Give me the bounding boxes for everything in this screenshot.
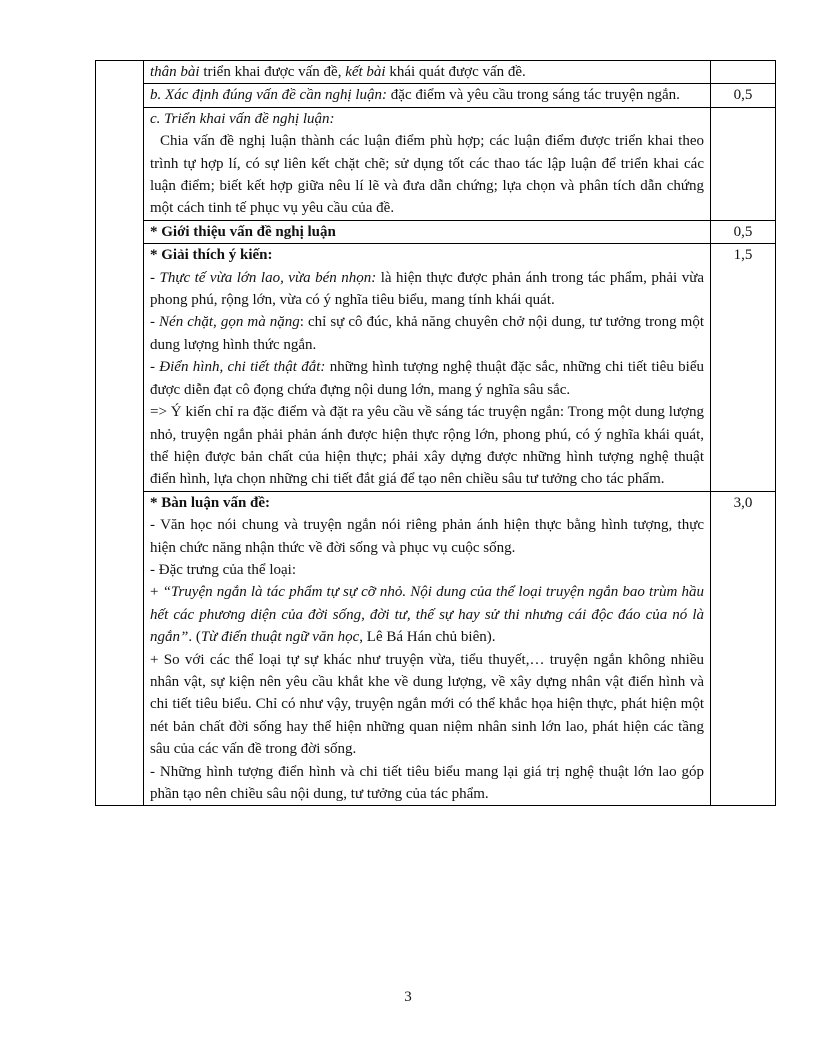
table-row	[96, 244, 776, 491]
requirement-cell	[144, 491, 711, 806]
explanation-item: - Nén chặt, gọn mà nặng: chỉ sự cô đúc, khả năng chuyên chở nội dung, tư tưởng trong một dung lượng hình thức ngắn.	[150, 314, 704, 353]
requirement-cell: thân bài triển khai được vấn đề, kết bài khái quát được vấn đề.	[144, 61, 711, 84]
score-cell: 0,5	[711, 220, 776, 243]
section-heading: * Bàn luận vấn đề:	[150, 494, 271, 511]
table-row	[96, 84, 776, 107]
body-label: thân bài	[150, 64, 200, 80]
requirement-cell	[144, 107, 711, 220]
table-row	[96, 61, 776, 84]
requirement-cell	[144, 244, 711, 491]
criterion-label: b. Xác định đúng vấn đề cần nghị luận:	[150, 87, 388, 104]
discussion-paragraph: + So với các thể loại tự sự khác như truyện vừa, tiểu thuyết,… truyện ngắn không nhiều nhân vật, sự kiện nên yêu cầu khắt khe về dung lượng, về xây dựng nhân vật điển hình và chi tiết tiêu biểu. Chỉ có như vậy, truyện ngắn mới có thể khắc họa hiện thực, phát hiện một nét bản chất đời sống hay thể hiện những quan niệm nhân sinh lớn lao, phát hiện các tầng sâu của các vấn đề trong đời sống.	[150, 651, 704, 758]
requirement-cell	[144, 220, 711, 243]
explanation-conclusion: => Ý kiến chỉ ra đặc điểm và đặt ra yêu cầu về sáng tác truyện ngắn: Trong một dung lượng nhỏ, truyện ngắn phải phản ánh được hiện thực rộng lớn, phong phú, có ý nghĩa khái quát, thể hiện được bản chất của hiện thực; phải xây dựng được những hình tượng nghệ thuật điển hình, lựa chọn những chi tiết đắt giá để tạo nên chiều sâu tư tưởng cho tác phẩm.	[150, 404, 704, 488]
score-cell	[711, 107, 776, 220]
requirement-cell: b. Xác định đúng vấn đề cần nghị luận: đặc điểm và yêu cầu trong sáng tác truyện ngắn.	[144, 84, 711, 107]
grading-table	[95, 60, 776, 806]
discussion-paragraph: - Văn học nói chung và truyện ngắn nói riêng phản ánh hiện thực bằng hình tượng, thực hiện chức năng nhận thức về đời sống và phục vụ cuộc sống.	[150, 517, 704, 556]
empty-cell	[96, 61, 144, 806]
explanation-item: - Thực tế vừa lớn lao, vừa bén nhọn: là hiện thực được phản ánh trong tác phẩm, phải vừa phong phú, rộng lớn, vừa có ý nghĩa tiêu biểu, mang tính khái quát.	[150, 269, 704, 309]
score-cell: 3,0	[711, 491, 776, 806]
conclusion-label: kết bài	[345, 64, 386, 80]
discussion-paragraph: - Những hình tượng điển hình và chi tiết tiêu biểu mang lại giá trị nghệ thuật lớn lao góp phần tạo nên chiều sâu nội dung, tư tưởng của tác phẩm.	[150, 763, 704, 802]
score-cell: 0,5	[711, 84, 776, 107]
criterion-label: c. Triển khai vấn đề nghị luận:	[150, 110, 335, 127]
discussion-quote: + “Truyện ngắn là tác phẩm tự sự cỡ nhỏ. Nội dung của thể loại truyện ngắn bao trùm hầu hết các phương diện của đời sống, đời tư, thế sự hay sử thi nhưng cái độc đáo của nó là ngắn”. (Từ điển thuật ngữ văn học, Lê Bá Hán chủ biên).	[150, 584, 705, 646]
page-number: 3	[404, 989, 412, 1005]
table-row	[96, 491, 776, 806]
explanation-item: - Điển hình, chi tiết thật đắt: những hình tượng nghệ thuật đặc sắc, những chi tiết tiêu biểu được diễn đạt cô đọng chứa đựng nội dung lớn, mang ý nghĩa sâu sắc.	[150, 359, 704, 398]
score-cell	[711, 61, 776, 84]
table-row	[96, 220, 776, 243]
score-cell: 1,5	[711, 244, 776, 491]
discussion-paragraph: - Đặc trưng của thể loại:	[150, 561, 296, 578]
criterion-text: Chia vấn đề nghị luận thành các luận điểm phù hợp; các luận điểm được triển khai theo trình tự hợp lí, có sự liên kết chặt chẽ; sử dụng tốt các thao tác lập luận để triển khai các luận điểm; biết kết hợp giữa nêu lí lẽ và đưa dẫn chứng; lựa chọn và phân tích dẫn chứng một cách tinh tế phục vụ yêu cầu của đề.	[150, 133, 704, 217]
section-heading: * Giới thiệu vấn đề nghị luận	[150, 223, 336, 240]
table-row	[96, 107, 776, 220]
section-heading: * Giải thích ý kiến:	[150, 247, 273, 264]
